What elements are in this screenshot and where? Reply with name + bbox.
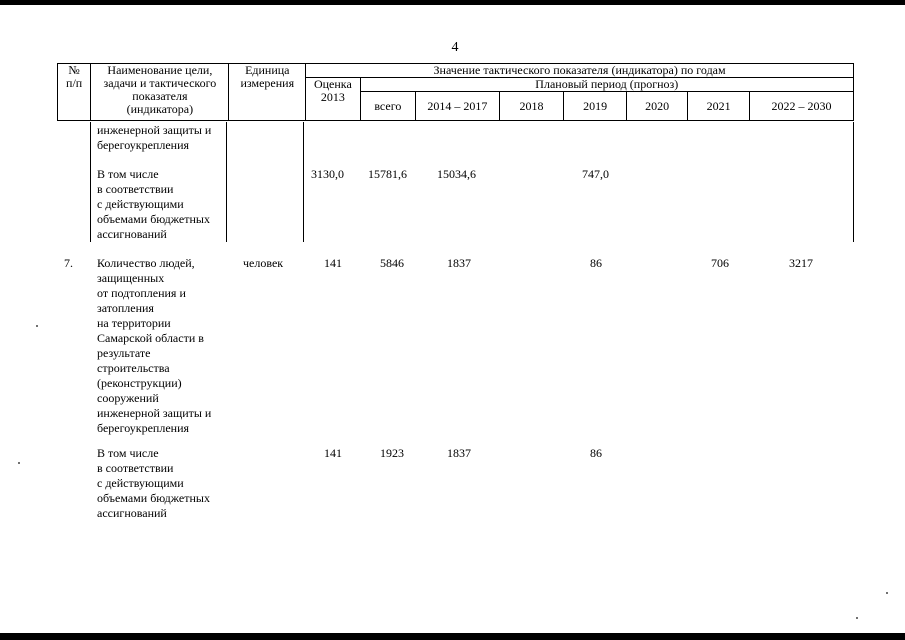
row-3-2019: 86 bbox=[590, 446, 602, 460]
scan-edge-top bbox=[0, 0, 905, 5]
row-3-name: В том числе в соответствии с действующими объемами бюджетных ассигнований bbox=[97, 446, 210, 520]
column-rule bbox=[303, 122, 304, 242]
scan-speck bbox=[856, 617, 858, 619]
row-1-2019: 747,0 bbox=[582, 167, 609, 181]
header-unit: Единица измерения bbox=[229, 64, 306, 121]
page-number: 4 bbox=[451, 40, 459, 55]
header-value-group: Значение тактического показателя (индикатора) по годам bbox=[306, 64, 854, 78]
header-col-2022-2030: 2022 – 2030 bbox=[749, 92, 853, 121]
header-num: № п/п bbox=[58, 64, 91, 121]
header-col-2014-2017: 2014 – 2017 bbox=[416, 92, 500, 121]
header-estimate: Оценка 2013 bbox=[306, 78, 360, 121]
row-1-2014-2017: 15034,6 bbox=[437, 167, 476, 181]
column-rule bbox=[90, 122, 91, 242]
row-2-num: 7. bbox=[64, 256, 73, 270]
scan-edge-bottom bbox=[0, 633, 905, 640]
row-2-2014-2017: 1837 bbox=[447, 256, 471, 270]
row-2-2022-2030: 3217 bbox=[789, 256, 813, 270]
header-col-total: всего bbox=[360, 92, 415, 121]
header-col-2019: 2019 bbox=[564, 92, 627, 121]
column-rule bbox=[226, 122, 227, 242]
row-3-2014-2017: 1837 bbox=[447, 446, 471, 460]
row-1-name: В том числе в соответствии с действующими объемами бюджетных ассигнований bbox=[97, 167, 210, 241]
row-3-total: 1923 bbox=[380, 446, 404, 460]
scan-speck bbox=[36, 325, 38, 327]
table-header bbox=[57, 63, 854, 121]
row-2-unit: человек bbox=[243, 256, 284, 270]
row-1-total: 15781,6 bbox=[368, 167, 407, 181]
row-2-name: Количество людей, защищенных от подтопления и затопления на территории Самарской области в результате строительства (реконструкции) сооружений инженерной защиты и берегоукрепления bbox=[97, 256, 212, 435]
row-2-total: 5846 bbox=[380, 256, 404, 270]
row-2-estimate: 141 bbox=[324, 256, 342, 270]
row-2-2019: 86 bbox=[590, 256, 602, 270]
scan-speck bbox=[886, 592, 888, 594]
header-col-2021: 2021 bbox=[688, 92, 750, 121]
header-name: Наименование цели, задачи и тактического показателя (индикатора) bbox=[91, 64, 229, 121]
header-col-2018: 2018 bbox=[499, 92, 564, 121]
column-rule bbox=[853, 122, 854, 242]
row-2-2021: 706 bbox=[711, 256, 729, 270]
scan-speck bbox=[18, 462, 20, 464]
row-3-estimate: 141 bbox=[324, 446, 342, 460]
row-0-name: инженерной защиты и берегоукрепления bbox=[97, 123, 212, 152]
header-plan-period: Плановый период (прогноз) bbox=[360, 78, 853, 92]
header-col-2020: 2020 bbox=[626, 92, 688, 121]
row-1-estimate: 3130,0 bbox=[311, 167, 344, 181]
